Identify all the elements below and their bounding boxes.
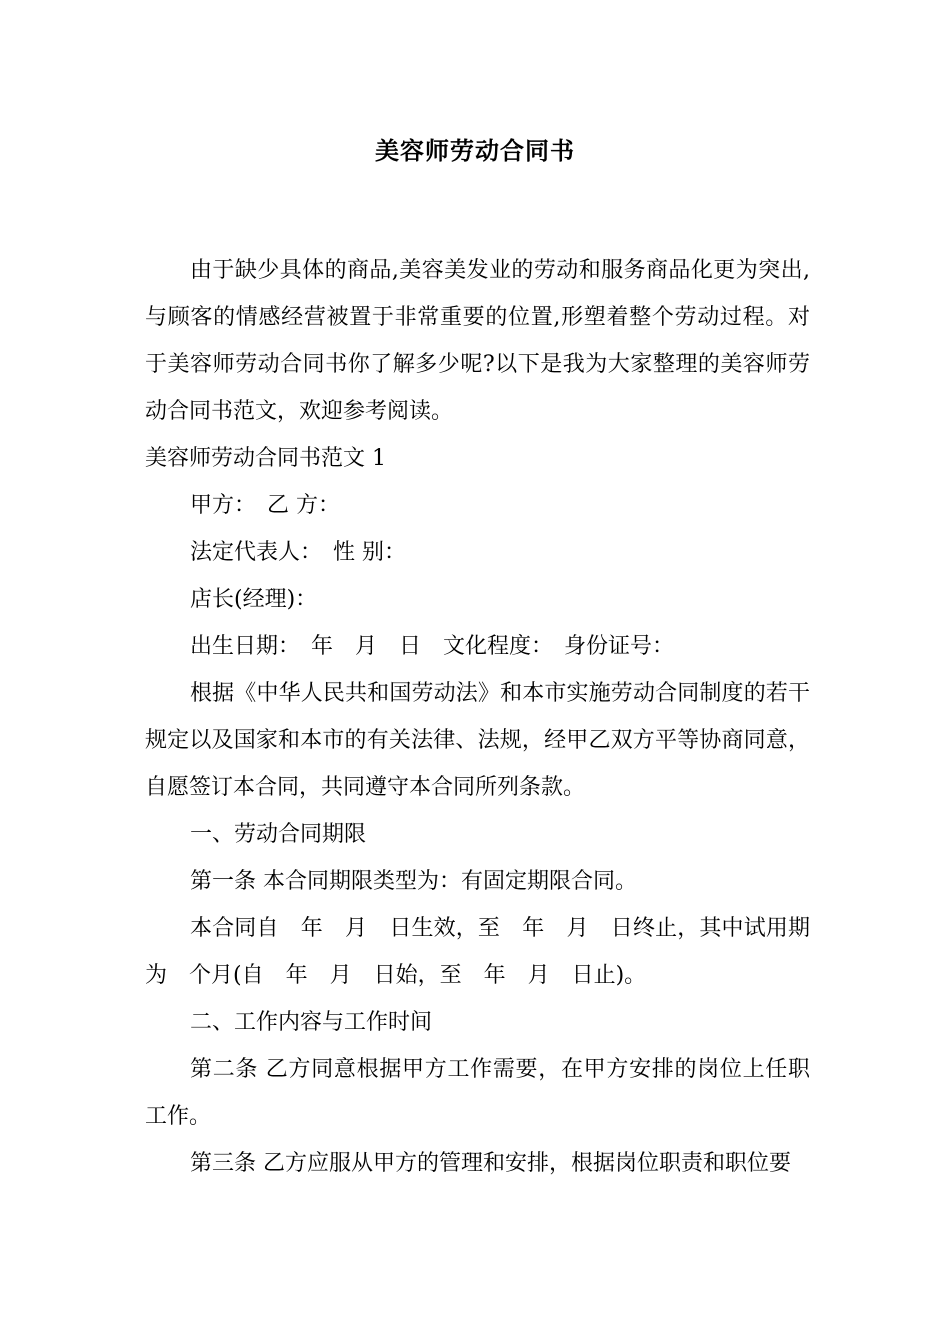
paragraph: 一、劳动合同期限: [190, 822, 367, 847]
paragraph: 甲方： 乙 方：: [190, 493, 340, 518]
paragraph: 本合同自 年 月 日生效，至 年 月 日终止，其中试用期为 个月(自 年 月 日始，至 年 月 日止)。: [145, 916, 810, 988]
paragraph: 法定代表人： 性 别：: [190, 540, 406, 565]
paragraph: 第一条 本合同期限类型为：有固定期限合同。: [190, 869, 637, 894]
paragraph: 由于缺少具体的商品,美容美发业的劳动和服务商品化更为突出,与顾客的情感经营被置于非常重要的位置,形塑着整个劳动过程。对于美容师劳动合同书你了解多少呢?以下是我为大家整理的美容师劳动合同书范文，欢迎参考阅读。: [145, 258, 810, 424]
paragraph: 店长(经理)：: [190, 587, 318, 612]
document-body: [145, 247, 810, 1187]
paragraph: 出生日期： 年 月 日 文化程度： 身份证号：: [190, 634, 675, 659]
paragraph: 二、工作内容与工作时间: [190, 1010, 433, 1035]
paragraph: 美容师劳动合同书范文 1: [145, 446, 386, 471]
paragraph: 根据《中华人民共和国劳动法》和本市实施劳动合同制度的若干规定以及国家和本市的有关法律、法规，经甲乙双方平等协商同意，自愿签订本合同，共同遵守本合同所列条款。: [145, 681, 810, 800]
paragraph: 第三条 乙方应服从甲方的管理和安排，根据岗位职责和职位要: [190, 1151, 791, 1176]
paragraph: 第二条 乙方同意根据甲方工作需要，在甲方安排的岗位上任职工作。: [145, 1057, 810, 1129]
document-title: 美容师劳动合同书: [375, 137, 575, 165]
